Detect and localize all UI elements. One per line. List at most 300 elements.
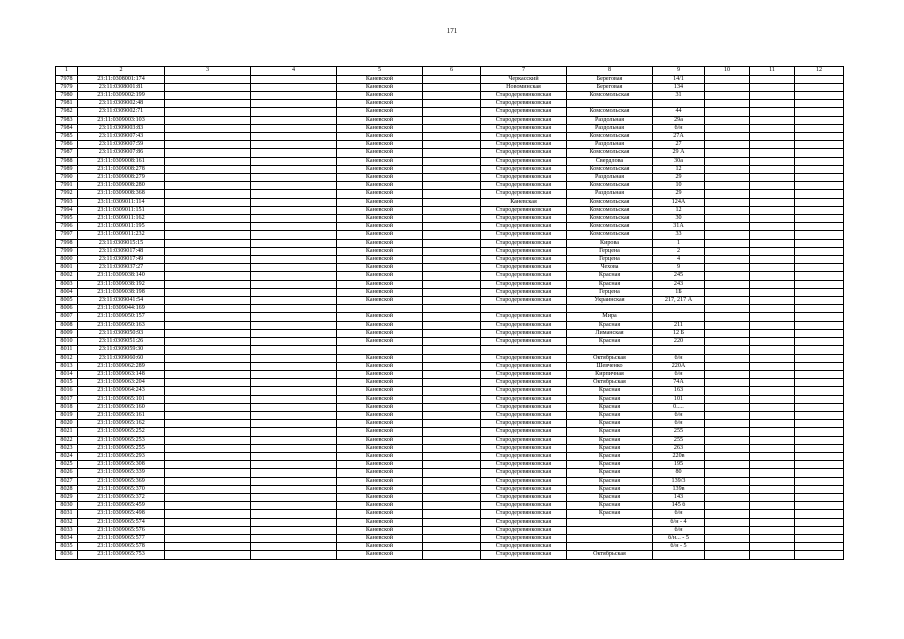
table-cell [795,444,844,452]
table-cell [423,502,481,510]
table-cell [795,395,844,403]
table-cell [705,297,750,305]
table-cell [750,280,795,288]
table-cell: 29 [653,174,705,182]
table-row [56,370,844,378]
table-cell: 23:11:0309041:54 [78,297,165,305]
header-cell: 8 [567,67,653,76]
table-cell [165,420,251,428]
table-cell [165,215,251,223]
table-cell: 255 [653,436,705,444]
table-cell: 8024 [56,452,78,460]
table-cell [705,428,750,436]
table-cell [750,313,795,321]
table-cell: Каневской [337,272,423,280]
table-cell [750,297,795,305]
table-cell [750,116,795,124]
table-cell [481,346,567,354]
table-cell [423,247,481,255]
table-cell [251,428,337,436]
table-cell: Каневской [337,215,423,223]
table-cell [705,239,750,247]
table-row [56,346,844,354]
table-cell: 8036 [56,551,78,559]
table-cell: 7982 [56,108,78,116]
table-cell: Стародеревянковская [481,354,567,362]
table-cell: Каневской [337,247,423,255]
table-cell: 23:11:0309007:59 [78,141,165,149]
table-cell [705,534,750,542]
table-cell [423,493,481,501]
table-cell [705,493,750,501]
table-row [56,247,844,255]
table-cell: 8032 [56,518,78,526]
table-cell [423,444,481,452]
table-cell [251,264,337,272]
table-cell: 7992 [56,190,78,198]
table-cell [251,297,337,305]
table-cell: Стародеревянковская [481,215,567,223]
table-cell: Каневской [337,534,423,542]
table-cell [251,83,337,91]
table-cell: 8001 [56,264,78,272]
table-cell: Красная [567,477,653,485]
table-cell: Стародеревянковская [481,452,567,460]
table-cell: 139/3 [653,477,705,485]
table-cell [423,100,481,108]
table-cell [795,477,844,485]
table-cell [251,444,337,452]
table-cell [795,485,844,493]
table-cell [251,231,337,239]
table-cell [165,75,251,83]
table-cell [165,502,251,510]
table-cell: Каневской [337,83,423,91]
table-cell: 211 [653,321,705,329]
table-cell: Каневской [337,231,423,239]
table-cell [251,141,337,149]
table-cell [795,83,844,91]
table-cell [165,256,251,264]
table-cell [423,354,481,362]
table-cell [423,83,481,91]
table-cell [795,141,844,149]
table-cell [423,526,481,534]
table-cell [251,116,337,124]
table-row [56,403,844,411]
table-cell: 23:11:0309065:577 [78,534,165,542]
table-row [56,141,844,149]
table-cell [481,305,567,313]
table-row [56,108,844,116]
table-cell [165,395,251,403]
table-cell: 8005 [56,297,78,305]
table-cell [795,543,844,551]
table-cell: Стародеревянковская [481,190,567,198]
table-cell: Кирова [567,239,653,247]
table-cell: 7986 [56,141,78,149]
table-cell: 23:11:0309008:278 [78,165,165,173]
table-cell: Каневской [337,264,423,272]
table-cell [165,526,251,534]
table-cell: б/н [653,370,705,378]
table-cell [423,321,481,329]
table-cell [795,510,844,518]
table-cell [165,100,251,108]
table-cell: 44 [653,108,705,116]
table-cell: 134 [653,83,705,91]
table-cell: Каневской [337,452,423,460]
table-cell [750,518,795,526]
table-cell [705,420,750,428]
table-row [56,354,844,362]
table-cell [705,116,750,124]
table-cell: Стародеревянковская [481,338,567,346]
table-row [56,485,844,493]
table-cell [251,256,337,264]
table-cell: Стародеревянковская [481,182,567,190]
table-cell: 23:11:0309063:148 [78,370,165,378]
header-cell: 12 [795,67,844,76]
table-cell [750,165,795,173]
table-cell [251,461,337,469]
table-cell: Каневской [337,198,423,206]
table-cell [165,149,251,157]
table-cell [251,403,337,411]
table-cell: 23:11:0309060:60 [78,354,165,362]
table-cell [750,411,795,419]
table-cell: 80 [653,469,705,477]
table-cell: Чехова [567,264,653,272]
table-cell: Красная [567,436,653,444]
table-cell: Стародеревянковская [481,206,567,214]
table-cell [423,510,481,518]
table-cell: Комсомольская [567,182,653,190]
table-cell: 23:11:0309002:48 [78,100,165,108]
table-cell [567,518,653,526]
table-cell [165,551,251,559]
table-cell [750,543,795,551]
table-cell [423,108,481,116]
table-cell [705,223,750,231]
table-cell [165,321,251,329]
table-cell [705,149,750,157]
table-cell [251,518,337,526]
table-cell: 7979 [56,83,78,91]
table-row [56,395,844,403]
table-cell: 7989 [56,165,78,173]
table-cell: Каневской [337,206,423,214]
table-cell: 8035 [56,543,78,551]
table-cell: 8019 [56,411,78,419]
table-cell [705,165,750,173]
table-cell [251,313,337,321]
header-cell: 1 [56,67,78,76]
table-cell [750,502,795,510]
table-cell [165,198,251,206]
table-cell: Стародеревянковская [481,461,567,469]
table-cell: Стародеревянковская [481,551,567,559]
table-cell [251,124,337,132]
table-cell: 0..... [653,403,705,411]
table-cell [251,149,337,157]
table-cell: Стародеревянковская [481,469,567,477]
table-cell [653,346,705,354]
table-cell: Каневской [337,477,423,485]
table-cell: 23:11:0309011:195 [78,223,165,231]
table-cell [337,346,423,354]
table-cell: Каневской [337,510,423,518]
table-cell [251,182,337,190]
table-cell [423,239,481,247]
table-cell [795,297,844,305]
table-cell: б/н [653,411,705,419]
table-cell [705,526,750,534]
table-cell [165,157,251,165]
table-cell: Стародеревянковская [481,133,567,141]
table-cell: Каневской [337,444,423,452]
table-cell: Стародеревянковская [481,264,567,272]
table-cell: 23:11:0309051:26 [78,338,165,346]
table-row [56,174,844,182]
table-cell: 23:11:0309050:93 [78,329,165,337]
table-row [56,239,844,247]
table-cell [251,469,337,477]
table-row [56,551,844,559]
table-cell [705,247,750,255]
table-cell [795,165,844,173]
table-cell: 23:11:0309065:339 [78,469,165,477]
table-cell: Каневской [337,387,423,395]
table-cell: Раздольная [567,190,653,198]
table-cell [705,272,750,280]
table-cell [705,403,750,411]
table-row [56,543,844,551]
table-cell [423,313,481,321]
table-cell [750,329,795,337]
table-cell [795,100,844,108]
table-body [56,75,844,559]
table-cell [165,403,251,411]
table-cell [165,354,251,362]
table-cell [795,190,844,198]
table-cell [251,321,337,329]
table-cell: 23:11:0309015:15 [78,239,165,247]
table-row [56,329,844,337]
table-cell [795,346,844,354]
table-cell [750,108,795,116]
table-cell: Стародеревянковская [481,288,567,296]
table-cell: Каневской [337,485,423,493]
table-cell [251,157,337,165]
table-row [56,436,844,444]
table-cell: Стародеревянковская [481,395,567,403]
table-cell: 23:11:0309038:140 [78,272,165,280]
table-row [56,75,844,83]
table-cell [795,288,844,296]
table-cell [423,370,481,378]
table-cell [750,157,795,165]
table-row [56,420,844,428]
table-cell [251,370,337,378]
table-cell: 8008 [56,321,78,329]
table-cell [750,387,795,395]
table-cell [795,280,844,288]
table-cell [423,182,481,190]
table-cell [750,485,795,493]
table-cell: 27 [653,141,705,149]
table-cell: б/н [653,354,705,362]
table-cell: 7990 [56,174,78,182]
table-cell [251,280,337,288]
header-cell: 5 [337,67,423,76]
table-cell [165,92,251,100]
table-cell: б/н - 4 [653,518,705,526]
table-cell: Стародеревянковская [481,362,567,370]
table-row [56,518,844,526]
table-row [56,165,844,173]
table-row [56,387,844,395]
table-cell [251,526,337,534]
table-cell: 23:11:0309065:578 [78,543,165,551]
table-cell [705,75,750,83]
table-cell [705,485,750,493]
table-cell [750,239,795,247]
table-cell [705,354,750,362]
table-row [56,477,844,485]
table-cell [750,403,795,411]
table-cell: Каневской [337,411,423,419]
table-cell [705,370,750,378]
table-cell [251,338,337,346]
table-cell [251,133,337,141]
table-cell: 23:11:0308001:174 [78,75,165,83]
table-cell [795,182,844,190]
table-cell [705,444,750,452]
table-cell: Каневской [337,395,423,403]
table-cell [423,264,481,272]
table-cell [165,469,251,477]
table-cell: Октябрьская [567,551,653,559]
table-cell [567,526,653,534]
table-cell [251,190,337,198]
table-cell: 23:11:0309037:27 [78,264,165,272]
table-cell [165,264,251,272]
table-cell: 7980 [56,92,78,100]
table-cell [705,133,750,141]
table-cell [750,92,795,100]
table-cell: Стародеревянковская [481,297,567,305]
table-cell: Стародеревянковская [481,526,567,534]
table-row [56,493,844,501]
table-cell [251,165,337,173]
table-cell: Каневской [337,133,423,141]
table-cell [795,518,844,526]
table-cell [423,190,481,198]
table-cell [795,403,844,411]
table-cell [423,338,481,346]
table-row [56,83,844,91]
table-cell: Каневской [337,403,423,411]
table-cell [423,165,481,173]
table-cell: 29а [653,116,705,124]
table-cell: Красная [567,444,653,452]
table-cell [423,436,481,444]
table-cell: 23:11:0309065:372 [78,493,165,501]
table-cell [165,493,251,501]
table-cell [705,141,750,149]
table-cell [251,485,337,493]
table-cell [251,379,337,387]
header-cell: 7 [481,67,567,76]
table-cell: Красная [567,338,653,346]
table-cell: 8034 [56,534,78,542]
table-cell: Новоминская [481,83,567,91]
table-cell [165,239,251,247]
table-cell [795,354,844,362]
table-cell: Каневской [337,518,423,526]
table-cell [750,124,795,132]
table-cell [795,329,844,337]
table-cell: Каневской [337,100,423,108]
table-cell: 8007 [56,313,78,321]
table-cell: 23:11:0309065:161 [78,411,165,419]
table-cell [251,411,337,419]
table-row [56,272,844,280]
table-cell [750,370,795,378]
table-cell: 8027 [56,477,78,485]
table-cell: Стародеревянковская [481,444,567,452]
table-row [56,510,844,518]
table-cell [795,247,844,255]
table-cell [705,452,750,460]
table-cell [423,428,481,436]
page-number: 171 [446,27,458,35]
table-cell: 4 [653,256,705,264]
table-row [56,288,844,296]
table-cell: Каневской [337,420,423,428]
table-cell [165,272,251,280]
table-cell: Красная [567,502,653,510]
table-cell: 23:11:0309003:83 [78,124,165,132]
header-cell: 4 [251,67,337,76]
table-cell: Стародеревянковская [481,100,567,108]
table-cell [165,223,251,231]
table-cell: Стародеревянковская [481,239,567,247]
table-cell [653,551,705,559]
table-cell [750,452,795,460]
table-cell: 23:11:0309008:368 [78,190,165,198]
table-cell [750,321,795,329]
table-row [56,133,844,141]
table-cell [795,231,844,239]
table-cell: Комсомольская [567,206,653,214]
table-cell [165,485,251,493]
table-cell: Стародеревянковская [481,534,567,542]
table-row [56,411,844,419]
table-cell [251,436,337,444]
table-cell: Красная [567,428,653,436]
table-row [56,305,844,313]
table-cell [705,313,750,321]
table-cell [165,362,251,370]
table-cell [165,305,251,313]
table-cell: Каневской [337,469,423,477]
table-row [56,280,844,288]
table-cell: Красная [567,485,653,493]
table-cell [705,329,750,337]
table-cell [423,534,481,542]
